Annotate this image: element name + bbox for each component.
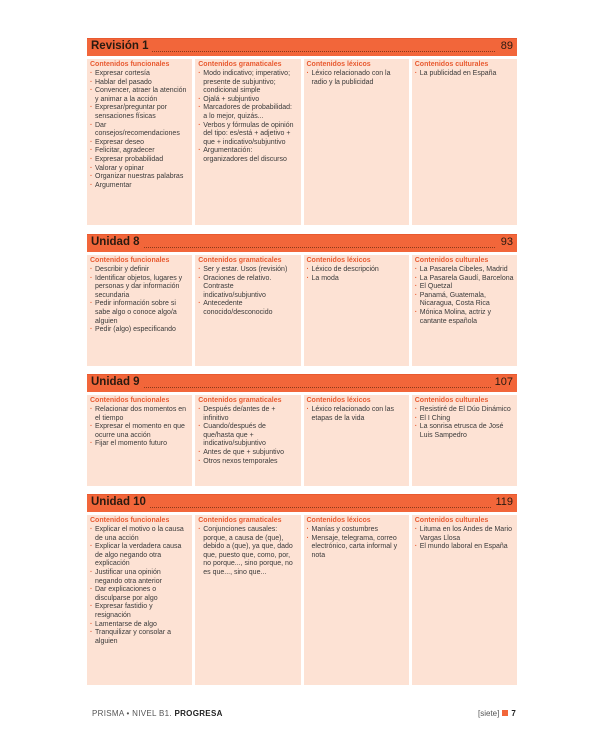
- unit-header: [87, 234, 517, 252]
- column-heading: Contenidos culturales: [414, 517, 489, 524]
- column-heading: Contenidos léxicos: [306, 517, 371, 524]
- square-icon: [502, 710, 508, 716]
- list-item: · Felicitar, agradecer: [90, 147, 189, 156]
- column-lexicos: [304, 395, 409, 486]
- list-item: · Verbos y fórmulas de opinión del tipo: es/está + adjetivo + que + indicativo/subjuntivo: [198, 122, 297, 148]
- column-culturales: [412, 395, 517, 486]
- column-culturales: [412, 255, 517, 366]
- list-item: · Argumentar: [90, 182, 189, 191]
- column-heading: Contenidos gramaticales: [198, 397, 282, 404]
- column-funcionales: [87, 255, 192, 366]
- list-item: · Organizar nuestras palabras: [90, 173, 189, 182]
- list-item: · Conjunciones causales: porque, a causa de (que), debido a (que), ya que, dado que, puesto que, como, por, no porque..., sino porque, no es que..., sino que...: [198, 526, 297, 578]
- list-item: · Tranquilizar y consolar a alguien: [90, 629, 189, 646]
- list-item: · Cuando/después de que/hasta que + indicativo/subjuntivo: [198, 423, 297, 449]
- column-funcionales: [87, 59, 192, 225]
- list-item: · Expresar probabilidad: [90, 156, 189, 165]
- list-item: · El Quetzal: [415, 283, 514, 292]
- unit-title: Unidad 9: [91, 376, 143, 388]
- column-heading: Contenidos funcionales: [90, 61, 170, 68]
- list-item: · Antecedente conocido/desconocido: [198, 300, 297, 317]
- column-gramaticales: [195, 395, 300, 486]
- list-item: · Marcadores de probabilidad: a lo mejor, quizás...: [198, 104, 297, 121]
- list-item: · La moda: [307, 275, 406, 284]
- column-heading: Contenidos culturales: [414, 397, 489, 404]
- list-item: · Mónica Molina, actriz y cantante española: [415, 309, 514, 326]
- list-item: · Describir y definir: [90, 266, 189, 275]
- list-item: · Explicar el motivo o la causa de una acción: [90, 526, 189, 543]
- list-item: · Expresar deseo: [90, 139, 189, 148]
- column-lexicos: [304, 59, 409, 225]
- column-culturales: [412, 515, 517, 685]
- footer-series-text: PRISMA • NIVEL B1.: [92, 709, 172, 718]
- unit-title: Revisión 1: [91, 40, 152, 52]
- column-heading: Contenidos funcionales: [90, 257, 170, 264]
- list-item: · Manías y costumbres: [307, 526, 406, 535]
- column-funcionales: [87, 515, 192, 685]
- column-lexicos: [304, 515, 409, 685]
- column-gramaticales: [195, 59, 300, 225]
- list-item: · La publicidad en España: [415, 70, 514, 79]
- list-item: · Ser y estar. Usos (revisión): [198, 266, 297, 275]
- list-item: · Léxico relacionado con las etapas de la vida: [307, 406, 406, 423]
- list-item: · Resistiré de El Dúo Dinámico: [415, 406, 514, 415]
- unit-title: Unidad 8: [91, 236, 143, 248]
- list-item: · Modo indicativo; imperativo; presente de subjuntivo; condicional simple: [198, 70, 297, 96]
- footer-series: [92, 709, 223, 718]
- footer-page-number: 7: [511, 709, 516, 718]
- column-heading: Contenidos funcionales: [90, 517, 170, 524]
- list-item: · Pedir información sobre si sabe algo o conoce algo/a alguien: [90, 300, 189, 326]
- unit-block: [87, 38, 517, 225]
- list-item: · Relacionar dos momentos en el tiempo: [90, 406, 189, 423]
- column-gramaticales: [195, 255, 300, 366]
- list-item: · Valorar y opinar: [90, 165, 189, 174]
- list-item: · Oraciones de relativo. Contraste indicativo/subjuntivo: [198, 275, 297, 301]
- unit-page-number: 119: [492, 496, 513, 508]
- footer-page: [478, 709, 516, 718]
- list-item: · Expresar/preguntar por sensaciones físicas: [90, 104, 189, 121]
- list-item: · Dar explicaciones o disculparse por algo: [90, 586, 189, 603]
- unit-page-number: 93: [498, 236, 513, 248]
- list-item: · Después de/antes de + infinitivo: [198, 406, 297, 423]
- list-item: · Fijar el momento futuro: [90, 440, 189, 449]
- unit-page-number: 89: [498, 40, 513, 52]
- unit-header: [87, 494, 517, 512]
- list-item: · Expresar cortesía: [90, 70, 189, 79]
- list-item: · El mundo laboral en España: [415, 543, 514, 552]
- column-funcionales: [87, 395, 192, 486]
- column-culturales: [412, 59, 517, 225]
- list-item: · Léxico de descripción: [307, 266, 406, 275]
- unit-block: [87, 374, 517, 486]
- list-item: · Explicar la verdadera causa de algo negando otra explicación: [90, 543, 189, 569]
- header-dotted-rule: [91, 507, 495, 508]
- list-item: · La sonrisa etrusca de José Luis Sampedro: [415, 423, 514, 440]
- list-item: · Expresar fastidio y resignación: [90, 603, 189, 620]
- column-heading: Contenidos léxicos: [306, 61, 371, 68]
- unit-block: [87, 494, 517, 685]
- list-item: · Léxico relacionado con la radio y la publicidad: [307, 70, 406, 87]
- column-heading: Contenidos funcionales: [90, 397, 170, 404]
- header-dotted-rule: [91, 387, 495, 388]
- list-item: · Convencer, atraer la atención y animar a la acción: [90, 87, 189, 104]
- list-item: · Argumentación: organizadores del discurso: [198, 147, 297, 164]
- unit-header: [87, 374, 517, 392]
- list-item: · Panamá, Guatemala, Nicaragua, Costa Rica: [415, 292, 514, 309]
- unit-page-number: 107: [492, 376, 513, 388]
- list-item: · El I Ching: [415, 415, 514, 424]
- footer-series-bold: PROGRESA: [174, 709, 223, 718]
- list-item: · Ojalá + subjuntivo: [198, 96, 297, 105]
- list-item: · Lamentarse de algo: [90, 621, 189, 630]
- list-item: · La Pasarela Cibeles, Madrid: [415, 266, 514, 275]
- list-item: · Dar consejos/recomendaciones: [90, 122, 189, 139]
- list-item: · Lituma en los Andes de Mario Vargas Llosa: [415, 526, 514, 543]
- column-heading: Contenidos léxicos: [306, 257, 371, 264]
- list-item: · Expresar el momento en que ocurre una acción: [90, 423, 189, 440]
- header-dotted-rule: [91, 247, 495, 248]
- unit-block: [87, 234, 517, 366]
- list-item: · Hablar del pasado: [90, 79, 189, 88]
- column-heading: Contenidos gramaticales: [198, 517, 282, 524]
- list-item: · Pedir (algo) especificando: [90, 326, 189, 335]
- column-heading: Contenidos culturales: [414, 257, 489, 264]
- unit-header: [87, 38, 517, 56]
- column-heading: Contenidos gramaticales: [198, 257, 282, 264]
- footer-page-word: [siete]: [478, 709, 500, 718]
- column-heading: Contenidos léxicos: [306, 397, 371, 404]
- unit-title: Unidad 10: [91, 496, 149, 508]
- column-gramaticales: [195, 515, 300, 685]
- column-heading: Contenidos culturales: [414, 61, 489, 68]
- list-item: · Antes de que + subjuntivo: [198, 449, 297, 458]
- header-dotted-rule: [91, 51, 495, 52]
- list-item: · Mensaje, telegrama, correo electrónico, carta informal y nota: [307, 535, 406, 561]
- list-item: · Identificar objetos, lugares y personas y dar información secundaria: [90, 275, 189, 301]
- list-item: · Otros nexos temporales: [198, 458, 297, 467]
- column-heading: Contenidos gramaticales: [198, 61, 282, 68]
- column-lexicos: [304, 255, 409, 366]
- list-item: · Justificar una opinión negando otra anterior: [90, 569, 189, 586]
- list-item: · La Pasarela Gaudí, Barcelona: [415, 275, 514, 284]
